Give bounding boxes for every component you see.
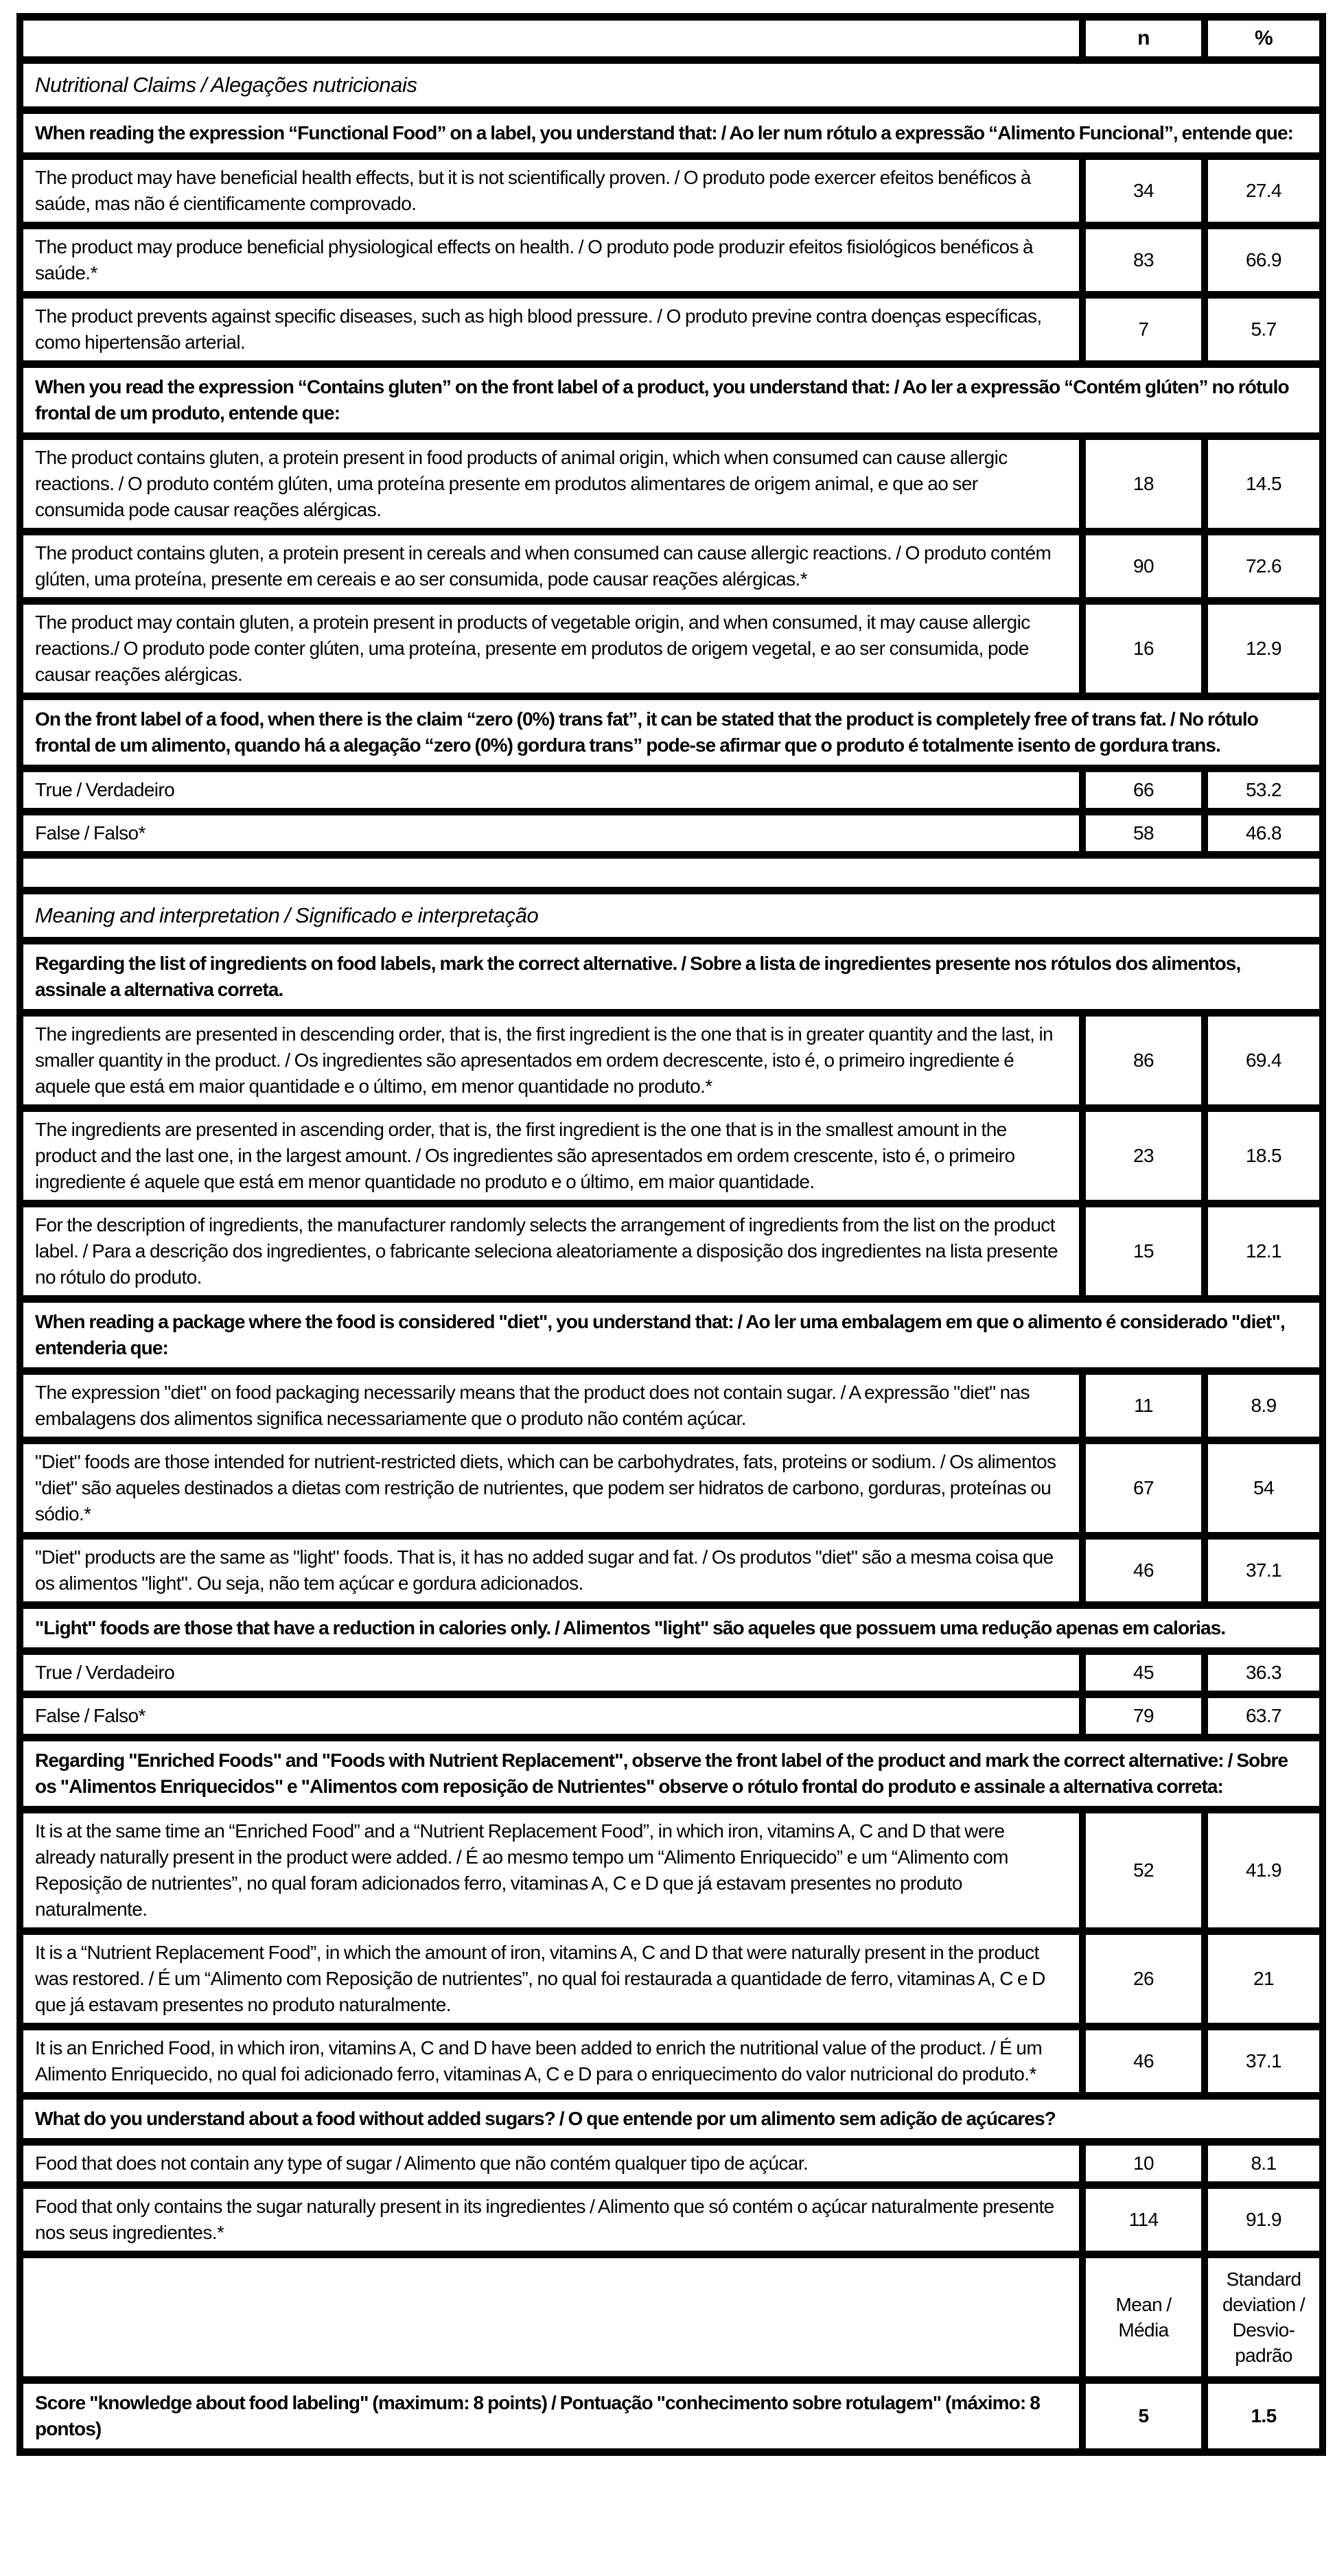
question-row xyxy=(20,941,1323,1013)
n-value-cell: 67 xyxy=(1082,1441,1205,1536)
n-value-cell: 46 xyxy=(1082,1536,1205,1605)
n-value-cell: 11 xyxy=(1082,1371,1205,1441)
answer-row xyxy=(20,437,1323,532)
answer-text-cell: "Diet" foods are those intended for nutrient-restricted diets, which can be carbohydrates, fats, proteins or sodium. / Os alimentos "diet" são aqueles destinados a dietas com restrição de nutrientes, que podem ser hidratos de carbono, gorduras, proteínas ou sódio.* xyxy=(20,1441,1082,1536)
answer-text-cell: The product prevents against specific diseases, such as high blood pressure. / O produto previne contra doenças específicas, como hipertensão arterial. xyxy=(20,295,1082,364)
stat-header-row xyxy=(20,2255,1323,2380)
answer-row xyxy=(20,1536,1323,1605)
pct-value-cell: 91.9 xyxy=(1205,2185,1323,2255)
question-row xyxy=(20,111,1323,156)
answer-text-cell: For the description of ingredients, the manufacturer randomly selects the arrangement of ingredients from the list on the product label. / Para a descrição dos ingredientes, o fabricante seleciona aleatoriamente a disposição dos ingredientes na lista presente no rótulo do produto. xyxy=(20,1204,1082,1299)
question-row xyxy=(20,1738,1323,1810)
answer-text-cell: The ingredients are presented in ascending order, that is, the first ingredient is the one that is in the smallest amount in the product and the last one, in the largest amount. / Os ingredientes são apresentados em ordem crescente, isto é, o primeiro ingrediente é aquele que está em menor quantidade no produto e o último, em maior quantidade. xyxy=(20,1109,1082,1204)
answer-text-cell: The product may have beneficial health effects, but it is not scientifically proven. / O produto pode exercer efeitos benéficos à saúde, mas não é cientificamente comprovado. xyxy=(20,156,1082,226)
answer-text-cell: "Diet" products are the same as "light" foods. That is, it has no added sugar and fat. / Os produtos "diet" são a mesma coisa que os alimentos "light". Ou seja, não tem açúcar e gordura adicionados. xyxy=(20,1536,1082,1605)
stat-n-label: Mean / Média xyxy=(1082,2255,1205,2380)
n-value-cell: 26 xyxy=(1082,1931,1205,2027)
spacer-row xyxy=(20,855,1323,891)
pct-value-cell: 8.1 xyxy=(1205,2142,1323,2185)
n-value-cell: 83 xyxy=(1082,226,1205,295)
n-value-cell: 10 xyxy=(1082,2142,1205,2185)
n-value-cell: 58 xyxy=(1082,812,1205,855)
header-pct-cell: % xyxy=(1205,17,1323,60)
answer-text-cell: True / Verdadeiro xyxy=(20,1651,1082,1695)
answer-row xyxy=(20,1651,1323,1695)
answer-row xyxy=(20,2142,1323,2185)
answer-text-cell: The ingredients are presented in descending order, that is, the first ingredient is the one that is in greater quantity and the last, in smaller quantity in the product. / Os ingredientes são apresentados em ordem decrescente, isto é, o primeiro ingrediente é aquele que está em maior quantidade e o último, em menor quantidade no produto.* xyxy=(20,1013,1082,1109)
answer-row xyxy=(20,532,1323,601)
pct-value-cell: 41.9 xyxy=(1205,1810,1323,1931)
section-row xyxy=(20,60,1323,111)
score-n-value-cell: 5 xyxy=(1082,2380,1205,2452)
answer-row xyxy=(20,295,1323,364)
pct-value-cell: 8.9 xyxy=(1205,1371,1323,1441)
question-text-cell: When you read the expression “Contains gluten” on the front label of a product, you understand that: / Ao ler a expressão “Contém glúten” no rótulo frontal de um produto, entende que: xyxy=(20,364,1323,437)
question-row xyxy=(20,364,1323,437)
pct-value-cell: 72.6 xyxy=(1205,532,1323,601)
pct-value-cell: 46.8 xyxy=(1205,812,1323,855)
answer-row xyxy=(20,1109,1323,1204)
question-text-cell: Regarding "Enriched Foods" and "Foods with Nutrient Replacement", observe the front label of the product and mark the correct alternative: / Sobre os "Alimentos Enriquecidos" e "Alimentos com reposição de Nutrientes" observe o rótulo frontal do produto e assinale a alternativa correta: xyxy=(20,1738,1323,1810)
answer-text-cell: False / Falso* xyxy=(20,1695,1082,1738)
pct-value-cell: 37.1 xyxy=(1205,1536,1323,1605)
n-value-cell: 16 xyxy=(1082,601,1205,697)
n-value-cell: 23 xyxy=(1082,1109,1205,1204)
answer-text-cell: True / Verdadeiro xyxy=(20,769,1082,812)
pct-value-cell: 66.9 xyxy=(1205,226,1323,295)
n-value-cell: 66 xyxy=(1082,769,1205,812)
n-value-cell: 15 xyxy=(1082,1204,1205,1299)
answer-text-cell: Food that does not contain any type of sugar / Alimento que não contém qualquer tipo de açúcar. xyxy=(20,2142,1082,2185)
stat-empty-cell xyxy=(20,2255,1082,2380)
section-row xyxy=(20,891,1323,941)
answer-row xyxy=(20,156,1323,226)
header-n-cell: n xyxy=(1082,17,1205,60)
n-value-cell: 79 xyxy=(1082,1695,1205,1738)
question-row xyxy=(20,1299,1323,1371)
n-value-cell: 86 xyxy=(1082,1013,1205,1109)
answer-text-cell: It is at the same time an “Enriched Food” and a “Nutrient Replacement Food”, in which iron, vitamins A, C and D that were already naturally present in the product were added. / É ao mesmo tempo um “Alimento Enriquecido” e um “Alimento com Reposição de nutrientes”, no qual foram adicionados ferro, vitaminas A, C e D que já estavam presentes no produto naturalmente. xyxy=(20,1810,1082,1931)
n-value-cell: 45 xyxy=(1082,1651,1205,1695)
n-value-cell: 46 xyxy=(1082,2027,1205,2096)
header-row xyxy=(20,17,1323,60)
answer-row xyxy=(20,1204,1323,1299)
question-text-cell: On the front label of a food, when there is the claim “zero (0%) trans fat”, it can be stated that the product is completely free of trans fat. / No rótulo frontal de um alimento, quando há a alegação “zero (0%) gordura trans” pode-se afirmar que o produto é totalmente isento de gordura trans. xyxy=(20,697,1323,769)
pct-value-cell: 63.7 xyxy=(1205,1695,1323,1738)
question-text-cell: "Light" foods are those that have a reduction in calories only. / Alimentos "light" são aqueles que possuem uma redução apenas em calorias. xyxy=(20,1605,1323,1651)
answer-text-cell: The product contains gluten, a protein present in cereals and when consumed can cause allergic reactions. / O produto contém glúten, uma proteína, presente em cereais e ao ser consumida, pode causar reações alérgicas.* xyxy=(20,532,1082,601)
score-row xyxy=(20,2380,1323,2452)
answer-row xyxy=(20,1810,1323,1931)
answer-text-cell: The product contains gluten, a protein present in food products of animal origin, which when consumed can cause allergic reactions. / O produto contém glúten, uma proteína presente em produtos alimentares de origem animal, e que ao ser consumida pode causar reações alérgicas. xyxy=(20,437,1082,532)
answer-text-cell: The product may contain gluten, a protein present in products of vegetable origin, and when consumed, it may cause allergic reactions./ O produto pode conter glúten, uma proteína, presente em produtos de origem vegetal, e ao ser consumida, pode causar reações alérgicas. xyxy=(20,601,1082,697)
pct-value-cell: 27.4 xyxy=(1205,156,1323,226)
pct-value-cell: 37.1 xyxy=(1205,2027,1323,2096)
n-value-cell: 114 xyxy=(1082,2185,1205,2255)
score-text-cell: Score "knowledge about food labeling" (maximum: 8 points) / Pontuação "conhecimento sobre rotulagem" (máximo: 8 pontos) xyxy=(20,2380,1082,2452)
header-empty-cell xyxy=(20,17,1082,60)
answer-row xyxy=(20,1931,1323,2027)
question-text-cell: When reading the expression “Functional Food” on a label, you understand that: / Ao ler num rótulo a expressão “Alimento Funcional”, entende que: xyxy=(20,111,1323,156)
answer-row xyxy=(20,812,1323,855)
answer-text-cell: It is an Enriched Food, in which iron, vitamins A, C and D have been added to enrich the nutritional value of the product. / É um Alimento Enriquecido, no qual foi adicionado ferro, vitaminas A, C e D para o enriquecimento do valor nutricional do produto.* xyxy=(20,2027,1082,2096)
question-text-cell: What do you understand about a food without added sugars? / O que entende por um alimento sem adição de açúcares? xyxy=(20,2096,1323,2142)
answer-text-cell: The product may produce beneficial physiological effects on health. / O produto pode produzir efeitos fisiológicos benéficos à saúde.* xyxy=(20,226,1082,295)
answer-row xyxy=(20,226,1323,295)
question-row xyxy=(20,1605,1323,1651)
pct-value-cell: 18.5 xyxy=(1205,1109,1323,1204)
pct-value-cell: 53.2 xyxy=(1205,769,1323,812)
answer-text-cell: It is a “Nutrient Replacement Food”, in which the amount of iron, vitamins A, C and D that were naturally present in the product was restored. / É um “Alimento com Reposição de nutrientes”, no qual foi restaurada a quantidade de ferro, vitaminas A, C e D que já estavam presentes no produto naturalmente. xyxy=(20,1931,1082,2027)
n-value-cell: 90 xyxy=(1082,532,1205,601)
pct-value-cell: 12.1 xyxy=(1205,1204,1323,1299)
section-text-cell: Nutritional Claims / Alegações nutricionais xyxy=(20,60,1323,111)
knowledge-table xyxy=(16,13,1326,2456)
n-value-cell: 52 xyxy=(1082,1810,1205,1931)
question-row xyxy=(20,697,1323,769)
pct-value-cell: 14.5 xyxy=(1205,437,1323,532)
answer-row xyxy=(20,2185,1323,2255)
answer-row xyxy=(20,1371,1323,1441)
answer-row xyxy=(20,1013,1323,1109)
section-text-cell: Meaning and interpretation / Significado e interpretação xyxy=(20,891,1323,941)
answer-row xyxy=(20,2027,1323,2096)
question-text-cell: When reading a package where the food is considered "diet", you understand that: / Ao ler uma embalagem em que o alimento é considerado "diet", entenderia que: xyxy=(20,1299,1323,1371)
answer-text-cell: False / Falso* xyxy=(20,812,1082,855)
score-pct-value-cell: 1.5 xyxy=(1205,2380,1323,2452)
answer-row xyxy=(20,769,1323,812)
answer-row xyxy=(20,1695,1323,1738)
n-value-cell: 18 xyxy=(1082,437,1205,532)
answer-row xyxy=(20,601,1323,697)
spacer-cell xyxy=(20,855,1323,891)
question-row xyxy=(20,2096,1323,2142)
pct-value-cell: 69.4 xyxy=(1205,1013,1323,1109)
stat-pct-label: Standard deviation / Desvio-padrão xyxy=(1205,2255,1323,2380)
pct-value-cell: 21 xyxy=(1205,1931,1323,2027)
answer-text-cell: Food that only contains the sugar naturally present in its ingredientes / Alimento que só contém o açúcar naturalmente presente nos seus ingredientes.* xyxy=(20,2185,1082,2255)
answer-text-cell: The expression "diet" on food packaging necessarily means that the product does not contain sugar. / A expressão "diet" nas embalagens dos alimentos significa necessariamente que o produto não contém açúcar. xyxy=(20,1371,1082,1441)
answer-row xyxy=(20,1441,1323,1536)
pct-value-cell: 36.3 xyxy=(1205,1651,1323,1695)
pct-value-cell: 54 xyxy=(1205,1441,1323,1536)
pct-value-cell: 5.7 xyxy=(1205,295,1323,364)
n-value-cell: 7 xyxy=(1082,295,1205,364)
n-value-cell: 34 xyxy=(1082,156,1205,226)
question-text-cell: Regarding the list of ingredients on food labels, mark the correct alternative. / Sobre a lista de ingredientes presente nos rótulos dos alimentos, assinale a alternativa correta. xyxy=(20,941,1323,1013)
pct-value-cell: 12.9 xyxy=(1205,601,1323,697)
